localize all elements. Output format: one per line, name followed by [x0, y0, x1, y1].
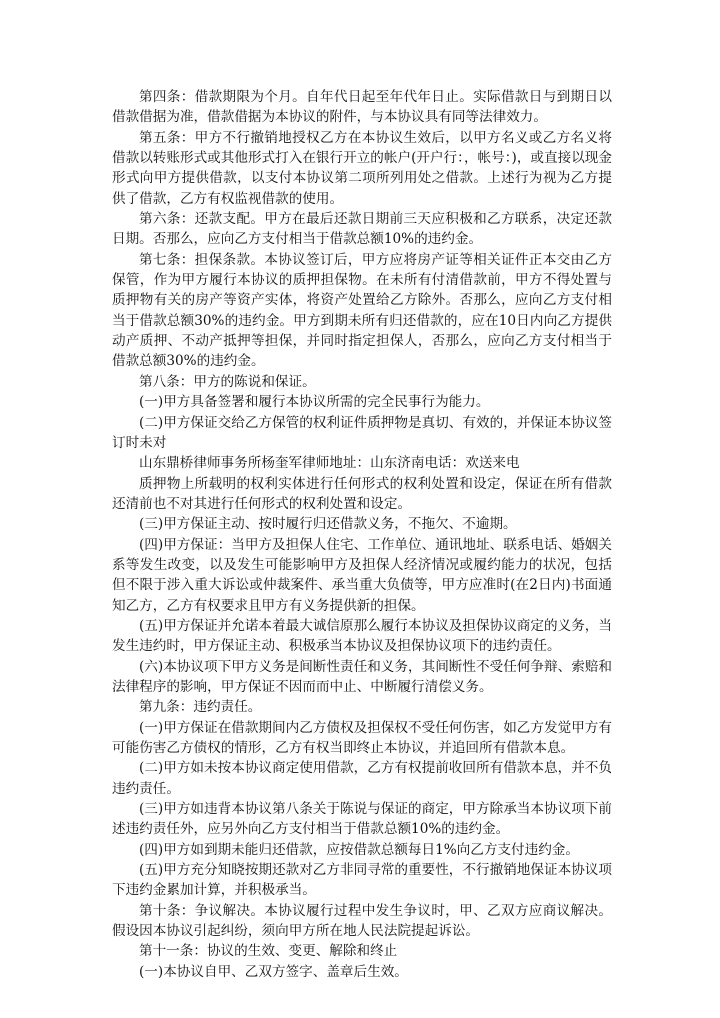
law-firm-header-line: 山东鼎桥律师事务所杨奎军律师地址：山东济南电话：欢送来电	[139, 455, 520, 472]
article-8-clause-6: (六)本协议项下甲方义务是间断性责任和义务，其间断性不受任何争辩、索赔和法律程序的影响，甲方保证不因而而中止、中断履行清偿义务。	[112, 658, 612, 695]
article-8-clause-4: (四)甲方保证：当甲方及担保人住宅、工作单位、通讯地址、联系电话、婚姻关系等发生改变，以及发生可能影响甲方及担保人经济情况或履约能力的状况，包括但不限于涉入重大诉讼或仲裁案件、承当重大负债等，甲方应准时(在2日内)书面通知乙方，乙方有权要求且甲方有义务提供新的担保。	[112, 536, 612, 614]
article-9-clause-2: (二)甲方如未按本协议商定使用借款，乙方有权提前收回所有借款本息，并不负违约责任。	[112, 760, 612, 797]
article-9-heading: 第九条：违约责任。	[139, 699, 262, 716]
article-9-clause-1: (一)甲方保证在借款期间内乙方债权及担保权不受任何伤害，如乙方发觉甲方有可能伤害乙方债权的情形，乙方有权当即终止本协议，并追回所有借款本息。	[112, 719, 612, 756]
article-9-clause-5: (五)甲方充分知晓按期还款对乙方非同寻常的重要性，不行撤销地保证本协议项下违约金累加计算，并积极承当。	[112, 862, 612, 899]
article-9-clause-3: (三)甲方如违背本协议第八条关于陈说与保证的商定，甲方除承当本协议项下前述违约责任外，应另外向乙方支付相当于借款总额10%的违约金。	[112, 801, 612, 838]
article-7-guarantee: 第七条：担保条款。本协议签订后，甲方应将房产证等相关证件正本交由乙方保管，作为甲方履行本协议的质押担保物。在未所有付清借款前，甲方不得处置与质押物有关的房产等资产实体，将资产处置给乙方除外。否那么，应向乙方支付相当于借款总额30%的违约金。甲方到期未所有归还借款的，应在10日内向乙方提供动产质押、不动产抵押等担保，并同时指定担保人，否那么，应向乙方支付相当于借款总额30%的违约金。	[112, 251, 612, 370]
article-8-clause-1: (一)甲方具备签署和履行本协议所需的完全民事行为能力。	[139, 394, 490, 411]
article-11-heading: 第十一条：协议的生效、变更、解除和终止	[139, 943, 398, 960]
article-10-dispute: 第十条：争议解决。本协议履行过程中发生争议时，甲、乙双方应商议解决。假设因本协议引起纠纷，须向甲方所在地人民法院提起诉讼。	[112, 902, 612, 940]
article-11-clause-1: (一)本协议自甲、乙双方签字、盖章后生效。	[139, 963, 408, 980]
article-8-clause-2-continued: 质押物上所载明的权利实体进行任何形式的权利处置和设定，保证在所有借款还清前也不对其进行任何形式的权利处置和设定。	[112, 475, 612, 512]
article-8-heading: 第八条：甲方的陈说和保证。	[139, 373, 316, 390]
article-8-clause-2: (二)甲方保证交给乙方保管的权利证件质押物是真切、有效的，并保证本协议签订时未对	[112, 414, 612, 451]
article-8-clause-5: (五)甲方保证并允诺本着最大诚信原那么履行本协议及担保协议商定的义务，当发生违约时，甲方保证主动、积极承当本协议及担保协议项下的违约责任。	[112, 617, 612, 655]
document-page	[112, 87, 612, 982]
article-6-repayment: 第六条：还款支配。甲方在最后还款日期前三天应积极和乙方联系，决定还款日期。否那么，应向乙方支付相当于借款总额10%的违约金。	[112, 211, 612, 248]
article-4-loan-term: 第四条：借款期限为个月。自年代日起至年代年日止。实际借款日与到期日以借款借据为准，借款借据为本协议的附件，与本协议具有同等法律效力。	[112, 89, 612, 126]
article-5-authorization: 第五条：甲方不行撤销地授权乙方在本协议生效后，以甲方名义或乙方名义将借款以转账形式或其他形式打入在银行开立的帐户(开户行：，帐号：)，或直接以现金形式向甲方提供借款，以支付本协议第二项所列用处之借款。上述行为视为乙方提供了借款，乙方有权监视借款的使用。	[112, 129, 612, 207]
article-8-clause-3: (三)甲方保证主动、按时履行归还借款义务，不拖欠、不逾期。	[139, 516, 517, 533]
article-9-clause-4: (四)甲方如到期未能归还借款，应按借款总额每日1%向乙方支付违约金。	[139, 841, 579, 858]
